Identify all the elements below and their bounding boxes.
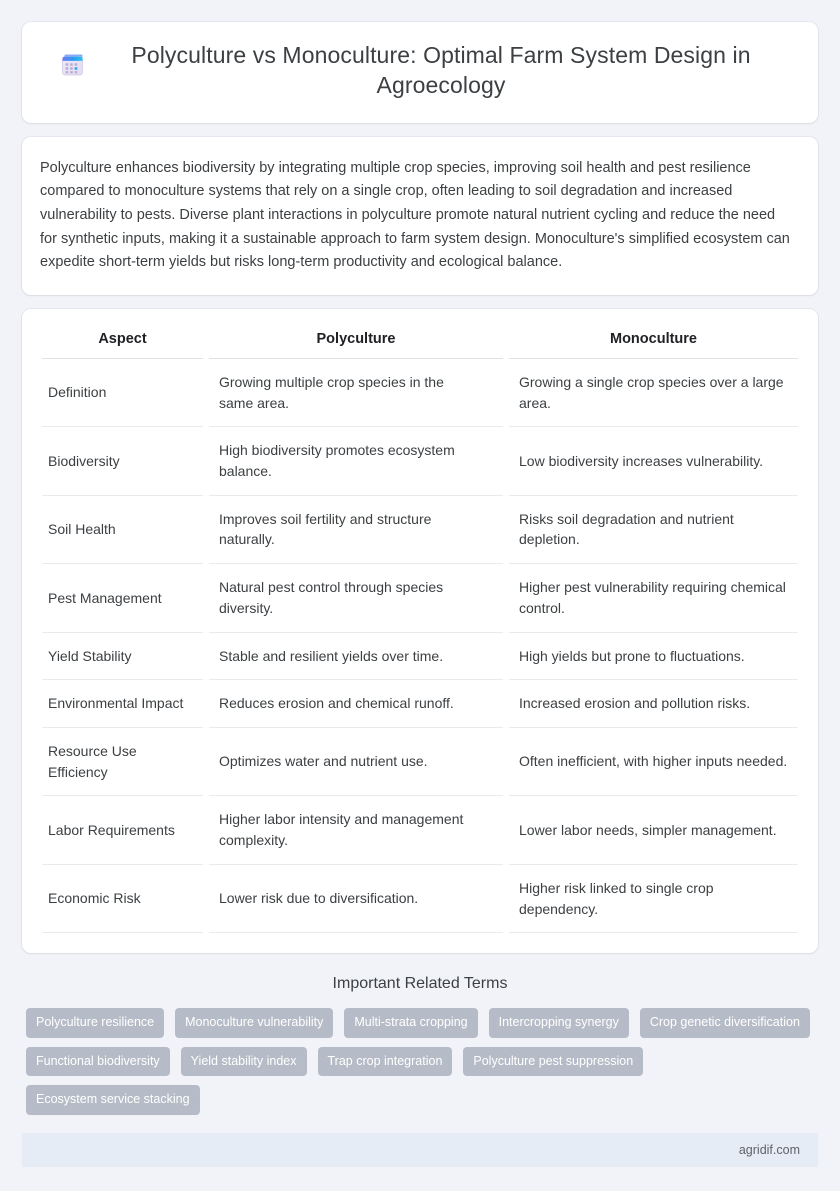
column-header-monoculture: Monoculture — [506, 327, 798, 359]
cell-polyculture: Reduces erosion and chemical runoff. — [206, 680, 506, 728]
cell-monoculture: Lower labor needs, simpler management. — [506, 796, 798, 864]
column-header-polyculture: Polyculture — [206, 327, 506, 359]
cell-aspect: Biodiversity — [42, 427, 206, 495]
related-term-tag[interactable]: Ecosystem service stacking — [26, 1085, 200, 1115]
comparison-table — [42, 327, 798, 934]
cell-monoculture: High yields but prone to fluctuations. — [506, 632, 798, 680]
header-inner — [60, 40, 780, 101]
cell-aspect: Environmental Impact — [42, 680, 206, 728]
table-row — [42, 680, 798, 728]
table-row — [42, 864, 798, 932]
related-terms-list — [24, 1008, 816, 1115]
calendar-icon — [60, 52, 86, 78]
table-row — [42, 358, 798, 426]
cell-aspect: Pest Management — [42, 564, 206, 632]
header-card — [22, 22, 818, 123]
table-row — [42, 728, 798, 796]
related-terms-heading: Important Related Terms — [332, 975, 508, 993]
cell-polyculture: Growing multiple crop species in the same area. — [206, 358, 506, 426]
cell-polyculture: Higher labor intensity and management complexity. — [206, 796, 506, 864]
comparison-table-card — [22, 309, 818, 954]
cell-aspect: Economic Risk — [42, 864, 206, 932]
table-head — [42, 327, 798, 359]
cell-polyculture: Lower risk due to diversification. — [206, 864, 506, 932]
cell-monoculture: Higher risk linked to single crop dependency. — [506, 864, 798, 932]
related-term-tag[interactable]: Multi-strata cropping — [344, 1008, 477, 1038]
table-row — [42, 427, 798, 495]
table-row — [42, 564, 798, 632]
cell-aspect: Yield Stability — [42, 632, 206, 680]
cell-polyculture: Stable and resilient yields over time. — [206, 632, 506, 680]
cell-aspect: Soil Health — [42, 495, 206, 563]
table-header-row — [42, 327, 798, 359]
cell-aspect: Definition — [42, 358, 206, 426]
related-term-tag[interactable]: Intercropping synergy — [489, 1008, 629, 1038]
table-row — [42, 632, 798, 680]
cell-aspect: Resource Use Efficiency — [42, 728, 206, 796]
cell-monoculture: Increased erosion and pollution risks. — [506, 680, 798, 728]
cell-monoculture: Higher pest vulnerability requiring chemical control. — [506, 564, 798, 632]
description-text: Polyculture enhances biodiversity by integrating multiple crop species, improving soil health and pest resilience compared to monoculture systems that rely on a single crop, often leading to soil degradation and increased vulnerability to pests. Diverse plant interactions in polyculture promote natural nutrient cycling and reduce the need for synthetic inputs, making it a sustainable approach to farm system design. Monoculture's simplified ecosystem can expedite short-term yields but risks long-term productivity and ecological balance. — [40, 159, 790, 271]
table-row — [42, 495, 798, 563]
related-term-tag[interactable]: Trap crop integration — [318, 1047, 453, 1077]
footer-bar — [22, 1133, 818, 1167]
cell-monoculture: Growing a single crop species over a large area. — [506, 358, 798, 426]
table-row — [42, 796, 798, 864]
related-term-tag[interactable]: Yield stability index — [181, 1047, 307, 1077]
cell-polyculture: High biodiversity promotes ecosystem balance. — [206, 427, 506, 495]
cell-monoculture: Risks soil degradation and nutrient depletion. — [506, 495, 798, 563]
footer-site-name: agridif.com — [738, 1142, 800, 1157]
page-bottom-spacer — [22, 1167, 818, 1191]
cell-polyculture: Improves soil fertility and structure naturally. — [206, 495, 506, 563]
related-term-tag[interactable]: Polyculture pest suppression — [463, 1047, 643, 1077]
description-card — [22, 137, 818, 295]
table-body — [42, 358, 798, 933]
cell-aspect: Labor Requirements — [42, 796, 206, 864]
page-title: Polyculture vs Monoculture: Optimal Farm System Design in Agroecology — [131, 42, 751, 99]
cell-monoculture: Low biodiversity increases vulnerability. — [506, 427, 798, 495]
cell-polyculture: Optimizes water and nutrient use. — [206, 728, 506, 796]
related-term-tag[interactable]: Polyculture resilience — [26, 1008, 164, 1038]
related-term-tag[interactable]: Monoculture vulnerability — [175, 1008, 333, 1038]
related-term-tag[interactable]: Functional biodiversity — [26, 1047, 170, 1077]
related-term-tag[interactable]: Crop genetic diversification — [640, 1008, 810, 1038]
related-terms-section — [22, 975, 818, 1115]
cell-polyculture: Natural pest control through species diversity. — [206, 564, 506, 632]
column-header-aspect: Aspect — [42, 327, 206, 359]
cell-monoculture: Often inefficient, with higher inputs needed. — [506, 728, 798, 796]
